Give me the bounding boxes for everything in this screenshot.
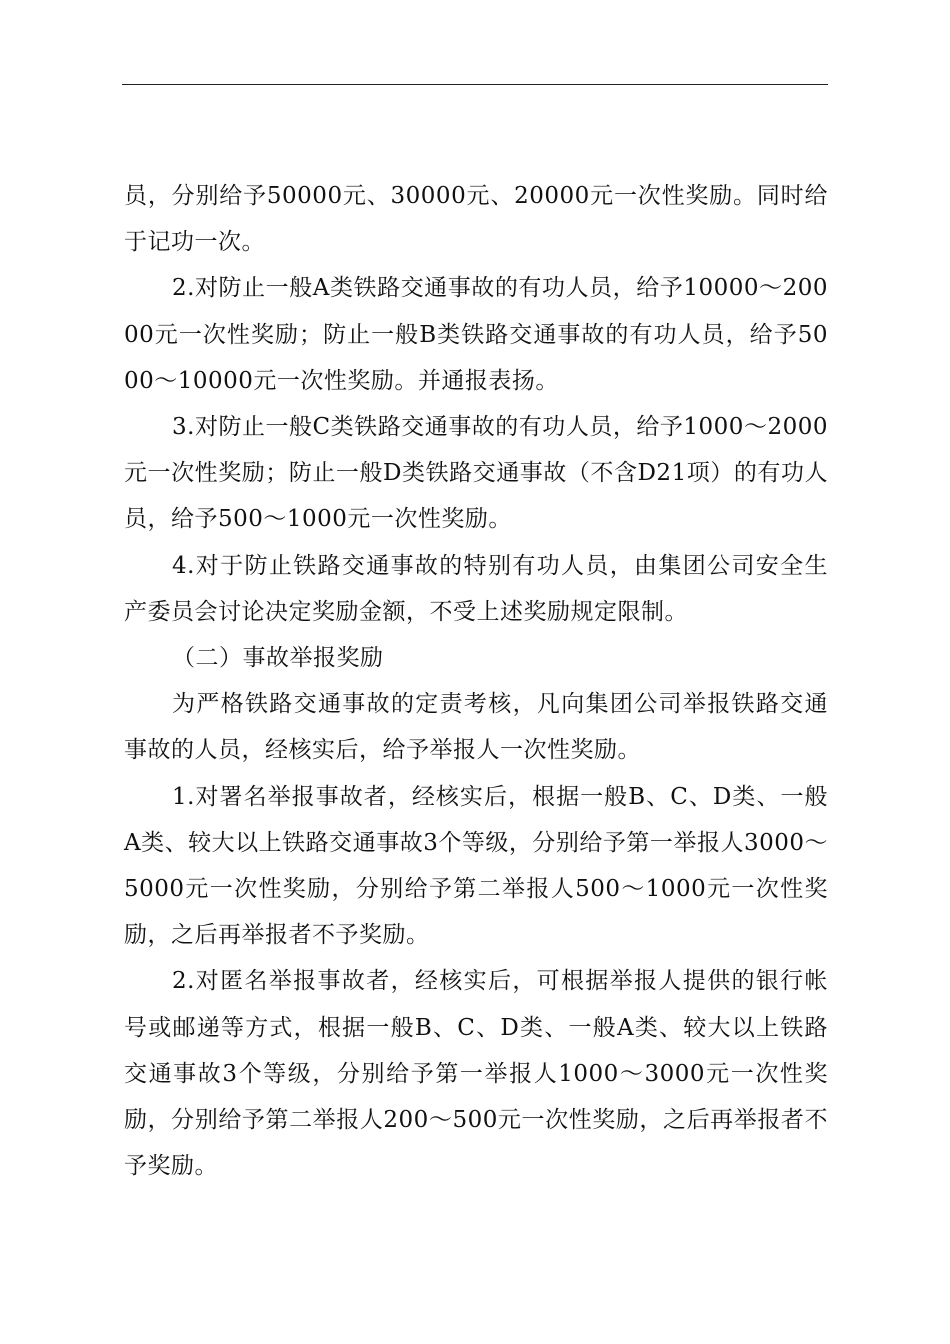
header-rule: [122, 84, 828, 85]
document-body: [124, 173, 828, 1189]
paragraph-continuation: 员，分别给予50000元、30000元、20000元一次性奖励。同时给于记功一次。: [124, 183, 828, 256]
paragraph-item-3: 3.对防止一般C类铁路交通事故的有功人员，给予1000～2000元一次性奖励；防止一般D类铁路交通事故（不含D21项）的有功人员，给予500～1000元一次性奖励。: [124, 414, 828, 533]
paragraph-item-4: 4.对于防止铁路交通事故的特别有功人员，由集团公司安全生产委员会讨论决定奖励金额，不受上述奖励规定限制。: [124, 552, 828, 625]
section-heading: （二）事故举报奖励: [172, 645, 384, 672]
paragraph-item-2: 2.对防止一般A类铁路交通事故的有功人员，给予10000～20000元一次性奖励；防止一般B类铁路交通事故的有功人员，给予5000～10000元一次性奖励。并通报表扬。: [124, 275, 828, 394]
paragraph-intro: 为严格铁路交通事故的定责考核，凡向集团公司举报铁路交通事故的人员，经核实后，给予举报人一次性奖励。: [124, 691, 828, 764]
paragraph-signed-report: 1.对署名举报事故者，经核实后，根据一般B、C、D类、一般A类、较大以上铁路交通事故3个等级，分别给予第一举报人3000～5000元一次性奖励，分别给予第二举报人500～1000元一次性奖励，之后再举报者不予奖励。: [124, 783, 828, 949]
paragraph-anonymous-report: 2.对匿名举报事故者，经核实后，可根据举报人提供的银行帐号或邮递等方式，根据一般B、C、D类、一般A类、较大以上铁路交通事故3个等级，分别给予第一举报人1000～3000元一次性奖励，分别给予第二举报人200～500元一次性奖励，之后再举报者不予奖励。: [124, 968, 828, 1180]
